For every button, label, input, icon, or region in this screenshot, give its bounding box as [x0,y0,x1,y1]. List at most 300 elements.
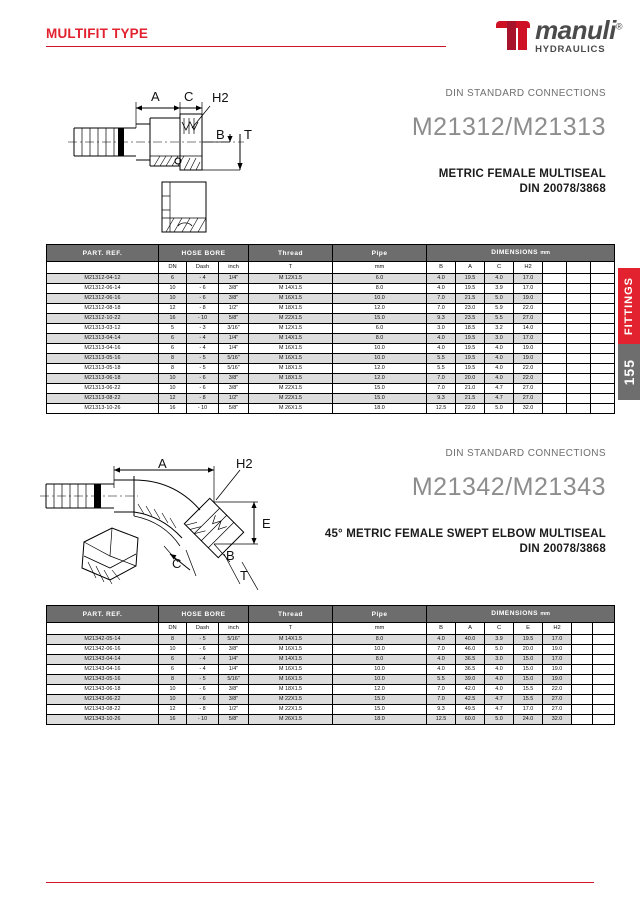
cell-value: 39.0 [456,675,485,685]
cell-empty [572,685,593,695]
cell-value: 3/8" [219,695,249,705]
section-2-titles [325,448,606,555]
cell-value: 27.0 [514,314,543,324]
cell-value: 4.0 [485,675,514,685]
cell-value: 17.0 [514,705,543,715]
cell-value: M 18X1.5 [249,374,333,384]
cell-empty [572,675,593,685]
drawing-straight-fitting [44,84,294,244]
table-row [47,334,615,344]
cell-value: - 3 [187,324,219,334]
cell-empty [567,374,591,384]
cell-value: 4.0 [485,344,514,354]
cell-part-ref: M21313-06-18 [47,374,159,384]
cell-part-ref: M21313-05-18 [47,364,159,374]
cell-value: 32.0 [514,404,543,414]
cell-part-ref: M21313-04-16 [47,344,159,354]
cell-value: M 22X1.5 [249,705,333,715]
header-divider [46,46,446,47]
cell-empty [591,354,615,364]
cell-value: 5/8" [219,404,249,414]
subheader-inch: inch [219,262,249,274]
subheader-t: T [249,623,333,635]
table-row [47,685,615,695]
cell-value: 24.0 [514,715,543,725]
cell-part-ref: M21342-05-14 [47,635,159,645]
table-row [47,655,615,665]
drawing-label-h2: H2 [236,458,253,471]
cell-value: 14.0 [514,324,543,334]
table-row [47,304,615,314]
cell-value: 10 [159,294,187,304]
cell-value: 27.0 [514,384,543,394]
cell-value: 12.0 [333,364,427,374]
cell-value: 1/4" [219,655,249,665]
group-dimensions: DIMENSIONS mm [427,606,615,623]
cell-value: 10.0 [333,645,427,655]
cell-value: 15.5 [514,695,543,705]
cell-part-ref: M21343-05-16 [47,675,159,685]
drawing-45-degree-elbow [18,458,288,608]
cell-value: M 22X1.5 [249,394,333,404]
group-thread: Thread [249,606,333,623]
cell-value: 19.5 [456,354,485,364]
cell-value: 12.0 [333,685,427,695]
cell-part-ref: M21343-04-14 [47,655,159,665]
cell-value: 4.0 [485,354,514,364]
group-dimensions: DIMENSIONS mm [427,245,615,262]
subheader-a: A [456,262,485,274]
cell-part-ref: M21342-06-16 [47,645,159,655]
cell-value: 4.7 [485,394,514,404]
table-row [47,645,615,655]
table-row [47,294,615,304]
cell-value: 19.5 [456,344,485,354]
cell-value: 17.0 [514,274,543,284]
cell-value: 8.0 [333,655,427,665]
cell-value: 3/8" [219,685,249,695]
cell-value: 9.3 [427,314,456,324]
cell-empty [591,404,615,414]
cell-value: 27.0 [514,394,543,404]
cell-value: - 10 [187,404,219,414]
side-tab-page-number: 155 [618,344,640,400]
cell-part-ref: M21313-03-12 [47,324,159,334]
cell-value: 5/16" [219,635,249,645]
cell-value: 1/2" [219,705,249,715]
cell-value: 19.0 [514,354,543,364]
cell-value: - 6 [187,284,219,294]
cell-empty [567,404,591,414]
cell-value: 1/4" [219,274,249,284]
page-header [0,0,640,72]
cell-value: 27.0 [543,705,572,715]
subheader-cell [47,623,159,635]
subheader-e: E [514,623,543,635]
cell-value: 40.0 [456,635,485,645]
cell-empty [543,394,567,404]
cell-value: 10.0 [333,665,427,675]
cell-value: 8 [159,354,187,364]
cell-value: 23.0 [456,304,485,314]
page-title: MULTIFIT TYPE [46,26,149,41]
subheader-cell [591,262,615,274]
cell-value: 4.0 [427,274,456,284]
cell-value: M 22X1.5 [249,384,333,394]
table-subheader-row [47,262,615,274]
cell-value: M 16X1.5 [249,294,333,304]
drawing-label-t: T [244,127,252,142]
cell-value: - 6 [187,645,219,655]
cell-value: 15.0 [514,655,543,665]
cell-value: 3.0 [427,324,456,334]
cell-empty [591,384,615,394]
cell-value: 19.5 [456,274,485,284]
cell-value: - 8 [187,394,219,404]
cell-value: 5.9 [485,304,514,314]
cell-value: 4.0 [427,334,456,344]
cell-value: M 26X1.5 [249,715,333,725]
cell-empty [543,304,567,314]
cell-value: 9.3 [427,394,456,404]
table-row [47,695,615,705]
cell-value: 18.0 [333,404,427,414]
cell-value: 18.0 [333,715,427,725]
table-row [47,284,615,294]
cell-value: M 14X1.5 [249,334,333,344]
cell-value: 19.0 [543,645,572,655]
table-row [47,374,615,384]
drawing-label-e: E [262,516,271,531]
cell-value: 5/16" [219,354,249,364]
cell-empty [593,675,615,685]
cell-value: - 5 [187,354,219,364]
cell-empty [593,645,615,655]
cell-part-ref: M21312-06-16 [47,294,159,304]
cell-value: 4.7 [485,705,514,715]
registered-trademark-icon: ® [615,21,622,32]
cell-part-ref: M21312-06-14 [47,284,159,294]
cell-value: M 16X1.5 [249,354,333,364]
cell-value: 19.0 [543,665,572,675]
logo-wordmark [535,15,622,45]
table-row [47,354,615,364]
cell-part-ref: M21312-08-18 [47,304,159,314]
cell-value: 19.0 [514,294,543,304]
cell-value: M 16X1.5 [249,344,333,354]
cell-empty [591,334,615,344]
table-row [47,404,615,414]
cell-empty [567,304,591,314]
cell-value: 8 [159,364,187,374]
cell-value: 3/8" [219,284,249,294]
spec-table-m21312 [46,244,615,414]
spec-table-m21342 [46,605,615,725]
subheader-c: C [485,623,514,635]
cell-value: 8.0 [333,334,427,344]
group-part-ref: PART. REF. [47,245,159,262]
cell-value: 19.0 [543,675,572,685]
section-1-standard: DIN STANDARD CONNECTIONS [445,88,606,99]
cell-value: 6 [159,665,187,675]
table-row [47,394,615,404]
cell-value: 6.0 [333,274,427,284]
subheader-cell [567,262,591,274]
cell-value: 3.9 [485,284,514,294]
cell-part-ref: M21343-08-22 [47,705,159,715]
cell-value: 12.5 [427,715,456,725]
cell-value: 15.0 [333,394,427,404]
footer-divider [46,882,594,883]
section-1-din: DIN 20078/3868 [519,183,606,195]
cell-value: 4.0 [485,665,514,675]
cell-value: 10.0 [333,344,427,354]
cell-value: - 6 [187,695,219,705]
cell-value: M 16X1.5 [249,675,333,685]
cell-value: 5.0 [485,404,514,414]
cell-value: - 4 [187,334,219,344]
cell-empty [567,394,591,404]
cell-value: 4.0 [485,685,514,695]
cell-empty [591,344,615,354]
cell-value: 5.0 [485,294,514,304]
table-group-header-row [47,245,615,262]
cell-value: M 14X1.5 [249,635,333,645]
cell-empty [543,334,567,344]
cell-value: 10 [159,384,187,394]
group-hose-bore: HOSE BORE [159,245,249,262]
cell-empty [593,665,615,675]
cell-value: 7.0 [427,374,456,384]
cell-empty [567,364,591,374]
cell-value: 7.0 [427,384,456,394]
cell-value: 10 [159,685,187,695]
subheader-inch: inch [219,623,249,635]
cell-part-ref: M21313-10-26 [47,404,159,414]
cell-value: 1/4" [219,344,249,354]
cell-value: 22.0 [456,404,485,414]
table-body [47,274,615,414]
cell-value: - 10 [187,715,219,725]
cell-value: - 5 [187,635,219,645]
side-tab-category: FITTINGS [618,268,640,344]
subheader-dash: Dash [187,623,219,635]
cell-value: 21.0 [456,384,485,394]
cell-value: 4.7 [485,384,514,394]
cell-value: 4.7 [485,695,514,705]
cell-empty [572,635,593,645]
cell-value: 20.0 [456,374,485,384]
cell-value: - 4 [187,655,219,665]
drawing-label-a: A [158,458,167,471]
section-1-titles [412,88,606,195]
cell-value: 5 [159,324,187,334]
table-row [47,274,615,284]
group-pipe: Pipe [333,606,427,623]
section-2-description: 45° METRIC FEMALE SWEPT ELBOW MULTISEAL [324,528,606,540]
cell-empty [591,274,615,284]
cell-part-ref: M21312-04-12 [47,274,159,284]
cell-value: 1/2" [219,304,249,314]
cell-empty [572,665,593,675]
cell-empty [543,384,567,394]
cell-value: M 12X1.5 [249,324,333,334]
cell-value: 42.5 [456,695,485,705]
cell-value: 10 [159,645,187,655]
cell-value: 5/16" [219,364,249,374]
drawing-label-c: C [184,89,194,104]
cell-value: M 26X1.5 [249,404,333,414]
cell-value: 17.0 [514,334,543,344]
cell-value: - 5 [187,364,219,374]
cell-empty [543,284,567,294]
cell-value: 7.0 [427,304,456,314]
cell-value: 17.0 [514,284,543,294]
cell-value: 5.0 [485,715,514,725]
cell-value: 8.0 [333,284,427,294]
cell-value: 12 [159,304,187,314]
cell-value: 15.0 [333,314,427,324]
cell-value: 4.0 [427,665,456,675]
table-row [47,675,615,685]
cell-value: 6 [159,344,187,354]
cell-part-ref: M21313-08-22 [47,394,159,404]
cell-empty [591,294,615,304]
cell-empty [591,314,615,324]
subheader-cell [572,623,593,635]
cell-value: 12.0 [333,304,427,314]
subheader-t: T [249,262,333,274]
cell-empty [593,655,615,665]
cell-value: M 18X1.5 [249,364,333,374]
subheader-h2: H2 [543,623,572,635]
cell-value: 4.0 [427,655,456,665]
cell-empty [543,354,567,364]
cell-part-ref: M21313-05-16 [47,354,159,364]
drawing-label-b: B [216,127,225,142]
cell-value: 22.0 [514,304,543,314]
drawing-label-t: T [240,568,248,583]
cell-empty [593,635,615,645]
cell-value: 10 [159,695,187,705]
cell-value: 32.0 [543,715,572,725]
subheader-cell [543,262,567,274]
cell-value: 10 [159,374,187,384]
subheader-h2: H2 [514,262,543,274]
cell-value: 7.0 [427,294,456,304]
cell-value: 15.0 [514,665,543,675]
cell-value: 5/8" [219,314,249,324]
section-2-code: M21342/M21343 [411,473,606,501]
cell-value: M 22X1.5 [249,314,333,324]
cell-value: 12.5 [427,404,456,414]
cell-value: M 22X1.5 [249,695,333,705]
cell-value: 5.5 [427,354,456,364]
cell-value: - 6 [187,374,219,384]
cell-value: 15.5 [514,685,543,695]
cell-value: 27.0 [543,695,572,705]
subheader-b: B [427,623,456,635]
cell-value: 5/16" [219,675,249,685]
table-row [47,665,615,675]
subheader-b: B [427,262,456,274]
cell-value: 3/8" [219,645,249,655]
cell-empty [567,334,591,344]
cell-value: 7.0 [427,685,456,695]
group-pipe: Pipe [333,245,427,262]
cell-empty [543,344,567,354]
cell-value: M 14X1.5 [249,655,333,665]
cell-empty [543,274,567,284]
cell-value: 17.0 [543,635,572,645]
cell-value: 12.0 [333,374,427,384]
cell-value: M 12X1.5 [249,274,333,284]
cell-value: 10.0 [333,354,427,364]
cell-value: 3/8" [219,384,249,394]
cell-value: 5.5 [485,314,514,324]
logo-word-text: manuli [535,15,616,45]
cell-value: M 18X1.5 [249,304,333,314]
cell-value: 1/4" [219,665,249,675]
cell-empty [543,294,567,304]
cell-value: 22.0 [514,364,543,374]
cell-empty [567,314,591,324]
table-group-header-row [47,606,615,623]
cell-empty [543,374,567,384]
cell-value: 3.9 [485,635,514,645]
cell-empty [543,314,567,324]
table-row [47,314,615,324]
cell-value: 15.0 [333,705,427,715]
table-body [47,635,615,725]
cell-value: 19.5 [456,364,485,374]
logo-subtitle: HYDRAULICS [535,43,606,55]
cell-value: 42.0 [456,685,485,695]
cell-value: - 8 [187,705,219,715]
subheader-a: A [456,623,485,635]
cell-value: 5/8" [219,715,249,725]
cell-value: - 10 [187,314,219,324]
cell-value: 1/4" [219,334,249,344]
cell-value: 5.0 [485,645,514,655]
cell-value: 10 [159,284,187,294]
cell-value: 15.0 [514,675,543,685]
cell-value: 22.0 [514,374,543,384]
cell-value: 22.0 [543,685,572,695]
cell-empty [591,394,615,404]
cell-empty [572,705,593,715]
cell-value: 21.5 [456,394,485,404]
manuli-logo [496,15,622,58]
cell-value: - 6 [187,384,219,394]
cell-value: 15.0 [333,384,427,394]
drawing-label-b: B [226,548,235,563]
cell-value: 4.0 [485,274,514,284]
table-row [47,705,615,715]
cell-empty [567,344,591,354]
cell-value: 4.0 [485,374,514,384]
cell-value: 5.5 [427,364,456,374]
cell-empty [567,294,591,304]
section-1-description: METRIC FEMALE MULTISEAL [438,168,606,180]
cell-value: 3.2 [485,324,514,334]
cell-value: 3/16" [219,324,249,334]
cell-value: - 6 [187,685,219,695]
cell-value: - 5 [187,675,219,685]
cell-value: 15.0 [333,695,427,705]
drawing-label-h2: H2 [212,90,229,105]
cell-empty [593,685,615,695]
